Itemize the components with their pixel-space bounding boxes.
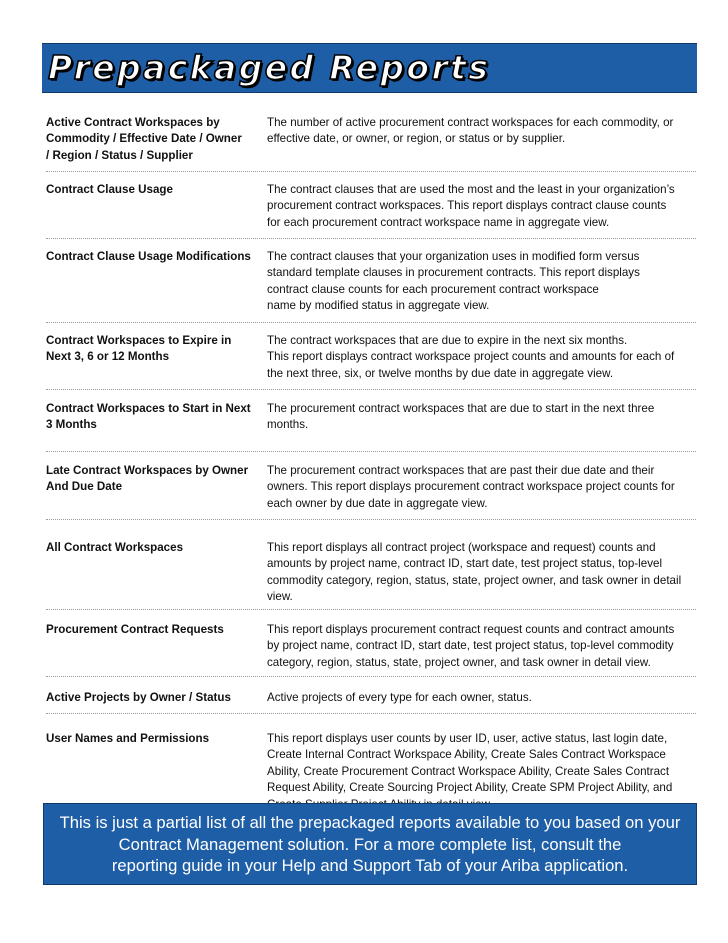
report-description: The contract clauses that your organization uses in modified form versus standard template clauses in procurement contracts. This report displays contract clause counts for each procurement contract workspace name by modified status in aggregate view. bbox=[267, 250, 640, 313]
row-divider bbox=[46, 676, 696, 677]
report-name: All Contract Workspaces bbox=[46, 541, 184, 554]
header-banner bbox=[42, 43, 697, 93]
report-description: The procurement contract workspaces that are past their due date and their owners. This report displays procurement contract workspace project counts for each owner by due date in aggregate view. bbox=[267, 464, 675, 510]
row-divider bbox=[46, 322, 696, 323]
report-name: Contract Workspaces to Start in Next 3 Months bbox=[46, 402, 251, 432]
report-name: Contract Workspaces to Expire in Next 3, 6 or 12 Months bbox=[46, 334, 232, 364]
report-description: This report displays all contract project (workspace and request) counts and amounts by project name, contract ID, start date, test project status, top-level commodity category, region, status, state, project owner, and task owner in detail view. bbox=[267, 541, 682, 604]
report-name: Contract Clause Usage Modifications bbox=[46, 250, 251, 263]
row-divider bbox=[46, 519, 696, 520]
row-divider bbox=[46, 171, 696, 172]
row-divider bbox=[46, 389, 696, 390]
report-description: This report displays procurement contract request counts and contract amounts by project name, contract ID, start date, test project status, top-level commodity category, region, status, state, project owner, and task owner in detail view. bbox=[267, 623, 675, 669]
footer-text: This is just a partial list of all the prepackaged reports available to you based on your Contract Management solution. For a more complete list, consult the reporting guide in your Help and Support Tab of your Ariba application. bbox=[59, 813, 681, 875]
row-divider bbox=[46, 451, 696, 452]
report-name: Late Contract Workspaces by Owner And Due Date bbox=[46, 464, 249, 494]
report-name: Procurement Contract Requests bbox=[46, 623, 224, 636]
footer-note bbox=[43, 803, 697, 885]
report-description: This report displays user counts by user ID, user, active status, last login date, Create Internal Contract Workspace Ability, Create Sales Contract Workspace Ability, Create Procurement Contract Workspace Ability, Create Sales Contract Request Ability, Create Sourcing Project Ability, Create SPM Project Ability, and bbox=[267, 732, 673, 795]
report-description: Active projects of every type for each owner, status. bbox=[267, 691, 532, 704]
report-name: User Names and Permissions bbox=[46, 732, 210, 745]
row-divider bbox=[46, 713, 696, 714]
report-name: Contract Clause Usage bbox=[46, 183, 173, 196]
report-name: Active Contract Workspaces by Commodity / Effective Date / Owner / Region / Status / Supplier bbox=[46, 116, 242, 162]
row-divider bbox=[46, 238, 696, 239]
row-divider bbox=[46, 609, 696, 610]
report-description: The procurement contract workspaces that are due to start in the next three months. bbox=[267, 402, 655, 432]
report-name: Active Projects by Owner / Status bbox=[46, 691, 231, 704]
report-description: The number of active procurement contract workspaces for each commodity, or effective date, or owner, or region, or status or by supplier. bbox=[267, 116, 674, 146]
report-description: The contract clauses that are used the most and the least in your organization’s procurement contract workspaces. This report displays contract clause counts for each procurement contract workspace name in aggregate view. bbox=[267, 183, 675, 229]
page-title: Prepackaged Reports bbox=[48, 48, 491, 87]
report-description: The contract workspaces that are due to expire in the next six months. This report displays contract workspace project counts and amounts for each of the next three, six, or twelve months by due date in aggregate view. bbox=[267, 334, 675, 380]
